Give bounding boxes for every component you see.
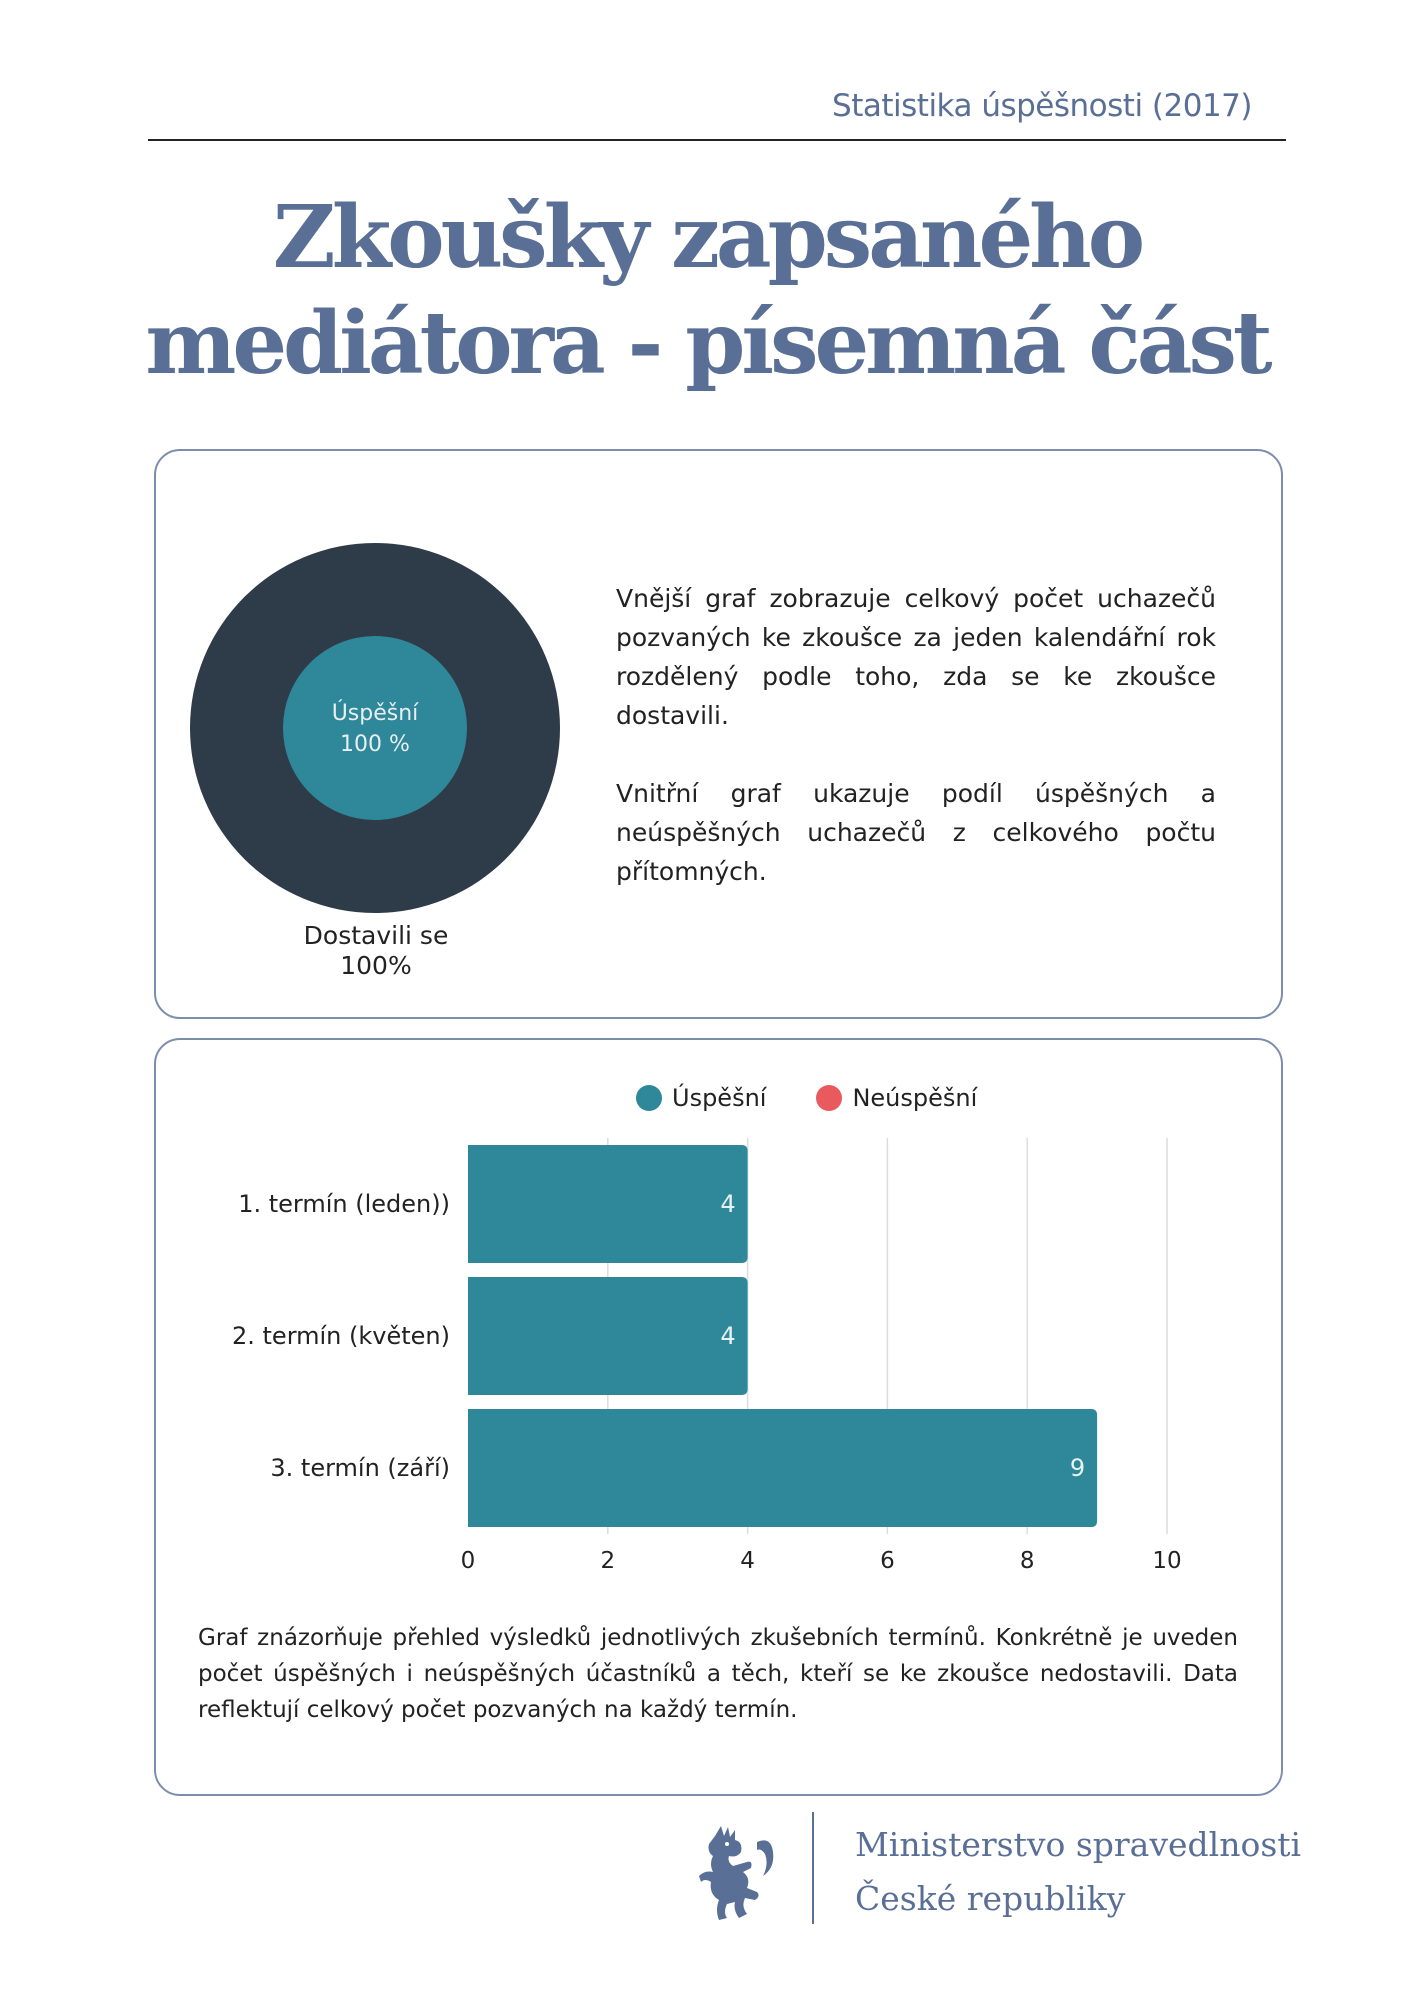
category-label: 2. termín (květen) — [231, 1322, 450, 1350]
chart-legend — [636, 1084, 977, 1112]
page-title-line-2: mediátora - písemná část — [145, 293, 1269, 394]
footer-organization — [855, 1818, 1301, 1926]
results-bar-chart — [156, 1130, 1281, 1574]
attendance-card — [154, 449, 1283, 1019]
footer-org-line-1: Ministerstvo spravedlnosti — [855, 1825, 1302, 1864]
attendance-description-1: Vnější graf zobrazuje celkový počet uchazečů pozvaných ke zkoušce za jeden kalendářní rok rozdělený podle toho, zda se ke zkoušce dostavili. — [616, 584, 1216, 730]
results-description: Graf znázorňuje přehled výsledků jednotlivých zkušebních termínů. Konkrétně je uveden počet úspěšných i neúspěšných účastníků a těch, kteří se ke zkoušce nedostavili. Data reflektují celkový počet pozvaných na každý termín. — [198, 1625, 1238, 1723]
header-label: Statistika úspěšnosti (2017) — [832, 88, 1252, 124]
header-rule — [148, 139, 1286, 141]
x-tick-label: 10 — [1152, 1548, 1182, 1574]
donut-inner-value: 100 % — [340, 732, 410, 757]
results-card — [154, 1038, 1283, 1796]
page-title — [0, 185, 1414, 397]
legend-dot-failure — [816, 1085, 842, 1111]
bar-success — [468, 1145, 748, 1263]
bar-data-label: 4 — [720, 1322, 736, 1350]
donut-outer-label — [226, 921, 526, 981]
x-tick-label: 2 — [600, 1548, 616, 1574]
category-label: 1. termín (leden)) — [238, 1190, 450, 1218]
attendance-donut-chart — [190, 543, 560, 913]
lion-emblem-icon — [697, 1822, 779, 1922]
legend-item-failure — [816, 1084, 977, 1112]
x-tick-label: 6 — [880, 1548, 895, 1574]
x-tick-label: 0 — [460, 1548, 476, 1574]
donut-outer-label-text: Dostavili se — [303, 921, 449, 950]
bar-data-label: 9 — [1069, 1454, 1086, 1482]
legend-label-failure: Neúspěšní — [852, 1084, 978, 1112]
legend-dot-success — [636, 1085, 662, 1111]
x-tick-label: 4 — [740, 1548, 755, 1574]
donut-outer-label-value: 100% — [340, 951, 412, 980]
donut-inner-label: Úspěšní — [331, 701, 419, 726]
donut-inner-circle — [283, 636, 467, 820]
category-label: 3. termín (září) — [270, 1454, 450, 1482]
attendance-description-2: Vnitřní graf ukazuje podíl úspěšných a neúspěšných uchazečů z celkového počtu přítomných. — [616, 779, 1216, 886]
x-tick-label: 8 — [1019, 1548, 1035, 1574]
footer-divider — [812, 1812, 814, 1924]
legend-item-success — [636, 1084, 766, 1112]
bar-success — [468, 1409, 1097, 1527]
page-title-line-1: Zkoušky zapsaného — [272, 187, 1142, 288]
bar-success — [468, 1277, 748, 1395]
bar-data-label: 4 — [720, 1190, 736, 1218]
footer-org-line-2: České republiky — [855, 1879, 1126, 1918]
legend-label-success: Úspěšní — [672, 1084, 767, 1112]
attendance-description — [616, 579, 1216, 930]
